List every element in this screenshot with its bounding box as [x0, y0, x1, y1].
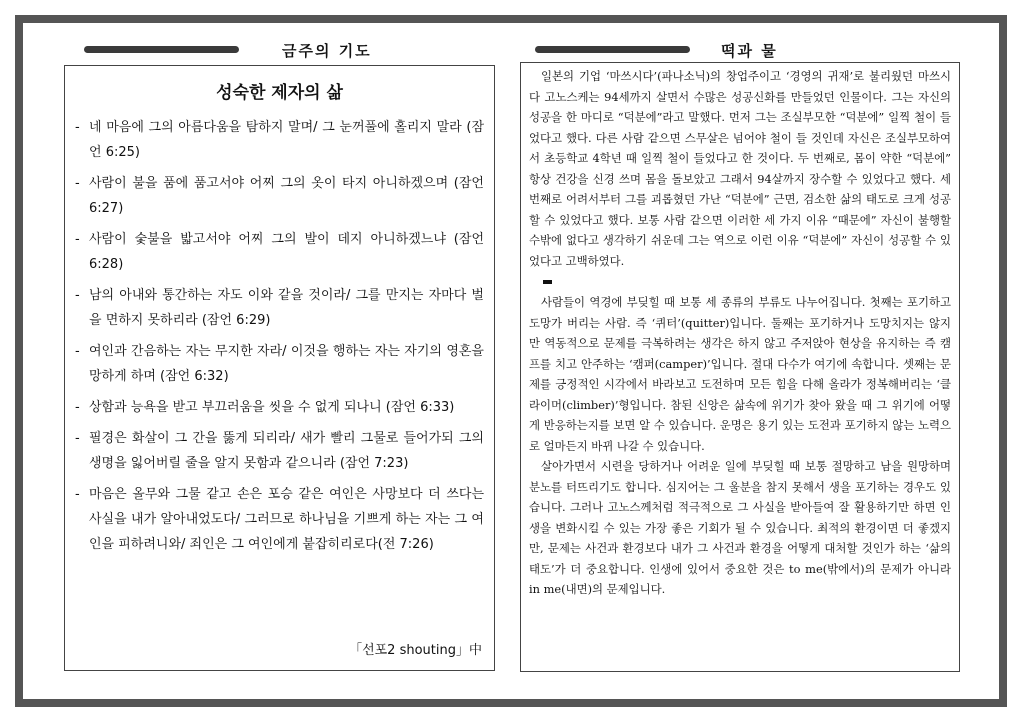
left-header — [84, 40, 504, 60]
verse-item: - 사람이 불을 품에 품고서야 어찌 그의 옷이 타지 아니하겠으며 (잠언 6:27) — [75, 176, 484, 216]
article-paragraph: 사람들이 역경에 부딪힐 때 보통 세 종류의 부류도 나누어집니다. 첫째는 포기하고 도망가 버리는 사람. 즉 ‘퀴터’(quitter)입니다. 둘째는 포기하거나 도망치지는 않지만 역동적으로 문제를 극복하려는 생각은 하지 않고 주저앉아 현상을 유지하는 즉 캠프를 치고 안주하는 ‘캠퍼(camper)’입니다. 절대 다수가 여기에 속합니다. 셋째는 문제를 긍정적인 시각에서 바라보고 도전하며 모든 힘을 다해 올라가 정복해버리는 ‘클라이머(climber)’형입니다. 참된 신앙은 삶속에 위기가 찾아 왔을 때 그 위기에 어떻게 반응하는지를 보면 알 수 있습니다. 운명은 용기 있는 도전과 포기하지 않는 노력으로 얼마든지 바뀌 나갈 수 있습니다. — [529, 295, 951, 453]
right-header-bar — [535, 46, 690, 53]
left-header-bar — [84, 46, 239, 53]
verse-item: - 남의 아내와 통간하는 자도 이와 같을 것이라/ 그를 만지는 자마다 벌을 면하지 못하리라 (잠언 6:29) — [75, 288, 484, 328]
article-paragraph: 살아가면서 시련을 당하거나 어려운 일에 부딪힐 때 보통 절망하고 남을 원망하며 분노를 터뜨리기도 합니다. 심지어는 그 울분을 참지 못해서 생을 포기하는 경우도 있습니다. 그러나 고노스께처럼 적극적으로 그 사실을 받아들여 잘 활용하기만 하면 인생을 변화시킬 수 있는 가장 좋은 기회가 될 수 있습니다. 최적의 환경이면 더 좋겠지만, 문제는 사건과 환경보다 내가 그 사건과 환경을 어떻게 대처할 것인가 하는 ‘삶의 태도’가 더 중요합니다. 인생에 있어서 중요한 것은 to me(밖에서)의 문제가 아니라 in me(내면)의 문제입니다. — [529, 459, 951, 596]
prayer-panel-title: 성숙한 제자의 삶 — [216, 83, 343, 103]
verse-item: - 상함과 능욕을 받고 부끄러움을 씻을 수 없게 되나니 (잠언 6:33) — [75, 400, 455, 415]
right-header-title: 떡과 물 — [721, 42, 778, 60]
section-separator — [543, 280, 552, 284]
article-paragraph: 일본의 기업 ‘마쓰시다’(파나소닉)의 창업주이고 ‘경영의 귀재’로 불리웠던 마쓰시다 고노스케는 94세까지 살면서 수많은 성공신화를 만들었던 인물이다. 그는 자신의 성공을 한 마디로 “덕분에”라고 말했다. 먼저 그는 조실부모한 “덕분에” 일찍 철이 들었다고 했다. 다른 사람 같으면 스무살은 넘어야 철이 들 것인데 자신은 조실부모하여서 초등학교 4학년 때 일찍 철이 들었다고 한 것이다. 두 번째로, 몸이 약한 “덕분에” 항상 건강을 신경 쓰며 몸을 돌보았고 그래서 94살까지 장수할 수 있었다고 했다. 세 번째로 어려서부터 그를 괴롭혔던 가난 “덕분에” 근면, 검소한 삶의 태도로 크게 성공할 수 있었다고 했다. 보통 사람 같으면 이러한 세 가지 이유 “때문에” 자신이 불행할 수밖에 없다고 생각하기 쉬운데 그는 역으로 이런 이유 “덕분에” 자신이 성공할 수 있었다고 고백하였다. — [529, 69, 951, 268]
verse-item: - 네 마음에 그의 아름다움을 탐하지 말며/ 그 눈꺼풀에 홀리지 말라 (잠언 6:25) — [75, 120, 484, 160]
right-header — [535, 40, 965, 60]
verse-item: - 마음은 올무와 그물 같고 손은 포승 같은 여인은 사망보다 더 쓰다는 사실을 내가 알아내었도다/ 그러므로 하나님을 기쁘게 하는 자는 그 여인을 피하려니와/ 죄인은 그 여인에게 붙잡히리로다(전 7:26) — [75, 487, 484, 552]
prayer-panel — [64, 65, 495, 671]
verse-item: - 사람이 숯불을 밟고서야 어찌 그의 발이 데지 아니하겠느냐 (잠언 6:28) — [75, 232, 484, 272]
article-panel — [520, 62, 960, 672]
source-citation: 「선포2 shouting」中 — [349, 643, 482, 658]
verse-item: - 여인과 간음하는 자는 무지한 자라/ 이것을 행하는 자는 자기의 영혼을 망하게 하며 (잠언 6:32) — [75, 344, 484, 384]
verse-list — [65, 115, 494, 557]
verse-item: - 필경은 화살이 그 간을 뚫게 되리라/ 새가 빨리 그물로 들어가되 그의 생명을 잃어버릴 줄을 알지 못함과 같으니라 (잠언 7:23) — [75, 431, 484, 471]
left-header-title: 금주의 기도 — [282, 42, 372, 60]
